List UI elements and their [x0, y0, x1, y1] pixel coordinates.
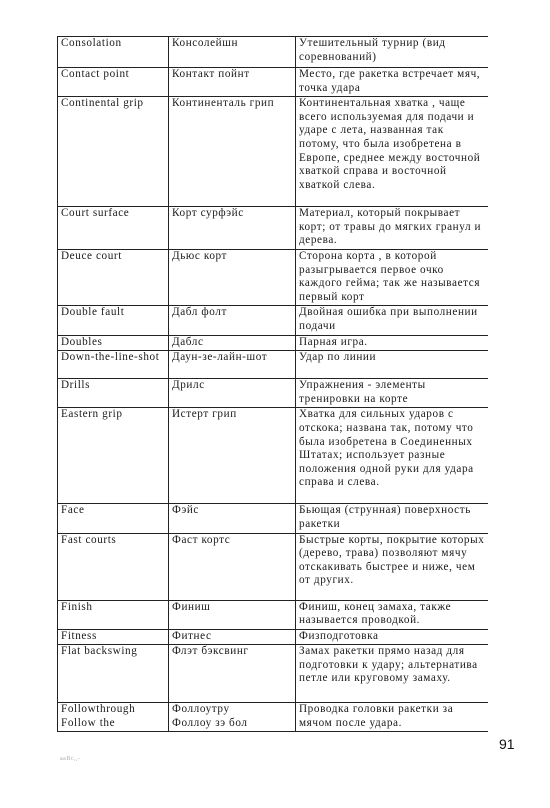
transliteration-cell: Фоллоутру Фоллоу зэ бол: [169, 703, 296, 732]
definition-cell: Сторона корта , в которой разыгрывается первое очко каждого гейма; так же называется первый корт: [296, 249, 489, 305]
definition-cell: Парная игра.: [296, 335, 489, 351]
transliteration-cell: Фэйс: [169, 504, 296, 533]
glossary-row: [58, 504, 489, 533]
glossary-row: [58, 629, 489, 645]
term-cell: Continental grip: [58, 97, 169, 207]
term-cell: Doubles: [58, 335, 169, 351]
term-cell: Drills: [58, 379, 169, 408]
definition-cell: Физподготовка: [296, 629, 489, 645]
transliteration-cell: Даблс: [169, 335, 296, 351]
transliteration-cell: Фаст кортс: [169, 533, 296, 600]
transliteration-cell: Истерт грип: [169, 408, 296, 504]
term-cell: Flat backswing: [58, 645, 169, 703]
page-number: 91: [499, 736, 515, 752]
glossary-row: [58, 645, 489, 703]
transliteration-cell: Дрилс: [169, 379, 296, 408]
glossary-row: [58, 408, 489, 504]
term-cell: Consolation: [58, 37, 169, 68]
term-cell: Fitness: [58, 629, 169, 645]
term-cell: Fast courts: [58, 533, 169, 600]
transliteration-cell: Дьюс корт: [169, 249, 296, 305]
term-cell: Down-the-line-shot: [58, 351, 169, 379]
transliteration-cell: Даун-зе-лайн-шот: [169, 351, 296, 379]
transliteration-cell: Консолейшн: [169, 37, 296, 68]
term-cell: Finish: [58, 600, 169, 629]
definition-cell: Упражнения - элементы тренировки на корте: [296, 379, 489, 408]
term-cell: Followthrough Follow the: [58, 703, 169, 732]
definition-cell: Замах ракетки прямо назад для подготовки к удару; альтернатива петле или круговому замаху.: [296, 645, 489, 703]
glossary-row: [58, 335, 489, 351]
term-cell: Contact point: [58, 68, 169, 97]
definition-cell: Проводка головки ракетки за мячом после удара.: [296, 703, 489, 732]
glossary-row: [58, 351, 489, 379]
transliteration-cell: Контакт пойнт: [169, 68, 296, 97]
transliteration-cell: Фитнес: [169, 629, 296, 645]
glossary-row: [58, 703, 489, 732]
definition-cell: Место, где ракетка встречает мяч, точка удара: [296, 68, 489, 97]
glossary-row: [58, 97, 489, 207]
transliteration-cell: Дабл фолт: [169, 306, 296, 335]
glossary-row: [58, 600, 489, 629]
definition-cell: Континентальная хватка , чаще всего используемая для подачи и ударе с лета, названная так потому, что была изобретена в Европе, среднее между восточной хваткой справа и восточной хваткой слева.: [296, 97, 489, 207]
transliteration-cell: Корт сурфэйс: [169, 207, 296, 250]
term-cell: Face: [58, 504, 169, 533]
term-cell: Double fault: [58, 306, 169, 335]
glossary-row: [58, 306, 489, 335]
definition-cell: Бьющая (струнная) поверхность ракетки: [296, 504, 489, 533]
definition-cell: Утешительный турнир (вид соревнований): [296, 37, 489, 68]
glossary-table-body: [58, 37, 489, 732]
glossary-row: [58, 379, 489, 408]
glossary-table: [57, 36, 488, 732]
term-cell: Deuce court: [58, 249, 169, 305]
definition-cell: Хватка для сильных ударов с отскока; названа так, потому что была изобретена в Соединенных Штатах; использует разные положения одной руки для удара справа и слева.: [296, 408, 489, 504]
term-cell: Court surface: [58, 207, 169, 250]
scan-artifact-mark: ааВс,,-: [60, 756, 81, 762]
definition-cell: Удар по линии: [296, 351, 489, 379]
term-cell: Eastern grip: [58, 408, 169, 504]
transliteration-cell: Континенталь грип: [169, 97, 296, 207]
definition-cell: Быстрые корты, покрытие которых (дерево, трава) позволяют мячу отскакивать быстрее и ниже, чем от других.: [296, 533, 489, 600]
glossary-row: [58, 37, 489, 68]
transliteration-cell: Финиш: [169, 600, 296, 629]
definition-cell: Материал, который покрывает корт; от травы до мягких гранул и дерева.: [296, 207, 489, 250]
glossary-row: [58, 249, 489, 305]
definition-cell: Финиш, конец замаха, также называется проводкой.: [296, 600, 489, 629]
definition-cell: Двойная ошибка при выполнении подачи: [296, 306, 489, 335]
glossary-row: [58, 207, 489, 250]
transliteration-cell: Флэт бэксвинг: [169, 645, 296, 703]
glossary-row: [58, 68, 489, 97]
glossary-row: [58, 533, 489, 600]
